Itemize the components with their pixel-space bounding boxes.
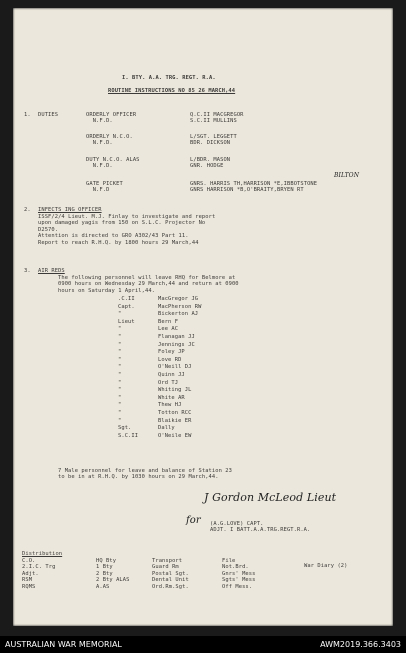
document-title: ROUTINE INSTRUCTIONS NO 85 26 MARCH,44 — [108, 88, 236, 94]
duty-row-1-left: ORDERLY OFFICER N.F.D. — [86, 112, 137, 125]
personnel-rank: S.C.II — [118, 432, 139, 439]
personnel-name: Love RD — [158, 356, 182, 363]
personnel-rank: " — [118, 349, 122, 356]
personnel-name: Jennings JC — [158, 341, 195, 348]
duty-row-4-left: GATE PICKET N.F.D — [86, 181, 123, 194]
archive-id: AWM2019.366.3403 — [320, 640, 401, 649]
handwritten-annotation: BILTON — [334, 172, 360, 179]
personnel-rank: " — [118, 341, 122, 348]
section-1-number: 1. — [24, 112, 31, 118]
personnel-rank: " — [118, 387, 122, 394]
personnel-name: Blaikie ER — [158, 417, 192, 424]
personnel-rank: " — [118, 410, 122, 416]
distribution-col-1: C.O. 2.I.C. Trg Adjt. RSM RQMS — [22, 558, 56, 590]
signature-block: (A.G.LOVE) CAPT. ADJT. I BATT.A.A.TRG.REGT.R.A. — [210, 521, 311, 534]
section-3-footer: 7 Male personnel for leave and balance of Station 23 to be in at R.H.Q. by 1030 hours on 29 March,44. — [58, 468, 232, 481]
personnel-name: Whiting JL — [158, 387, 192, 394]
personnel-name: Bern F — [158, 318, 179, 325]
personnel-rank: " — [118, 402, 122, 409]
personnel-rank: " — [118, 356, 122, 363]
signature-for: for — [186, 515, 201, 526]
section-3-number: 3. — [24, 268, 31, 274]
personnel-name: Lee AC — [158, 326, 179, 333]
personnel-rank: " — [118, 417, 122, 424]
section-2-number: 2. — [24, 207, 31, 213]
unit-line: I. BTY. A.A. TRG. REGT. R.A. — [122, 75, 216, 81]
personnel-name: Totton RCC — [158, 410, 192, 416]
distribution-col-3: Transport Guard Rm Postal Sgt. Dental Unit Ord.Rm.Sgt. — [152, 558, 189, 590]
personnel-rank: Sgt. — [118, 425, 132, 432]
distribution-col-2: HQ Bty 1 Bty 2 Bty 2 Bty ALAS A.AS — [96, 558, 130, 590]
personnel-name: Bickerton AJ — [158, 311, 199, 318]
personnel-name: Dally — [158, 425, 175, 432]
personnel-name: O'Neile EW — [158, 432, 192, 439]
archive-name: AUSTRALIAN WAR MEMORIAL — [5, 640, 122, 649]
section-2-body: ISSF/2/4 Lieut. M.J. Finlay to investigate and report upon damaged yagis from 150 on S.L.C. Projector No D2570. Attention is directed to GRO A302/43 Part 11. Report to reach R.H.Q. by 1800 hours 29 March,44 — [38, 214, 216, 246]
personnel-rank: .C.II — [118, 296, 135, 302]
section-3-title: AIR REDS — [38, 268, 65, 274]
duty-row-4-right: GNRS. HARRIS TH,HARRISON *E,IBBOTSTONE GNRS HARRISON *B,O'BRAITY,BRYEN RT — [190, 181, 318, 194]
personnel-name: Foley JP — [158, 349, 185, 356]
duty-row-3-right: L/BDR. MASON GNR. HODGE — [190, 157, 231, 170]
duty-row-2-left: ORDERLY N.C.O. N.F.D. — [86, 134, 133, 147]
personnel-name: MacGregor JG — [158, 296, 199, 302]
personnel-name: Ord TJ — [158, 379, 179, 386]
section-3-intro: The following personnel will leave RHQ for Belmore at 0900 hours on Wednesday 29 March,44 and return at 0900 hours on Saturday 1 April,44. — [58, 275, 239, 294]
distribution-col-5: War Diary (2) — [304, 563, 348, 569]
duty-row-1-right: Q.C.II MACGREGOR S.C.II MULLINS — [190, 112, 244, 125]
handwritten-signature: J Gordon McLeod Lieut — [204, 491, 337, 504]
duty-row-2-right: L/SGT. LEGGETT BDR. DICKSON — [190, 134, 237, 147]
personnel-name: White AR — [158, 394, 185, 401]
personnel-name: MacPherson RW — [158, 303, 202, 310]
duty-row-3-left: DUTY N.C.O. ALAS N.F.D. — [86, 157, 140, 170]
personnel-rank: " — [118, 364, 122, 371]
personnel-rank: " — [118, 379, 122, 386]
personnel-name: Thew HJ — [158, 402, 182, 409]
personnel-rank: Lieut — [118, 318, 135, 325]
section-1-label: DUTIES — [38, 112, 59, 118]
distribution-col-4: File Not.Brd. Gnrs' Mess Sgts' Mess Off Mess. — [222, 558, 256, 590]
personnel-rank: Capt. — [118, 303, 135, 310]
section-2-title: INFECTS ING OFFICER — [38, 207, 102, 213]
personnel-rank: " — [118, 394, 122, 401]
personnel-name: Quinn JJ — [158, 372, 185, 378]
personnel-name: Flanagan JJ — [158, 334, 195, 340]
distribution-title: Distribution — [22, 551, 63, 557]
personnel-rank: " — [118, 311, 122, 318]
personnel-name: O'Neill DJ — [158, 364, 192, 371]
personnel-rank: " — [118, 326, 122, 333]
document-page — [13, 8, 393, 626]
archive-caption-bar — [0, 636, 406, 653]
personnel-rank: " — [118, 334, 122, 340]
personnel-rank: " — [118, 372, 122, 378]
